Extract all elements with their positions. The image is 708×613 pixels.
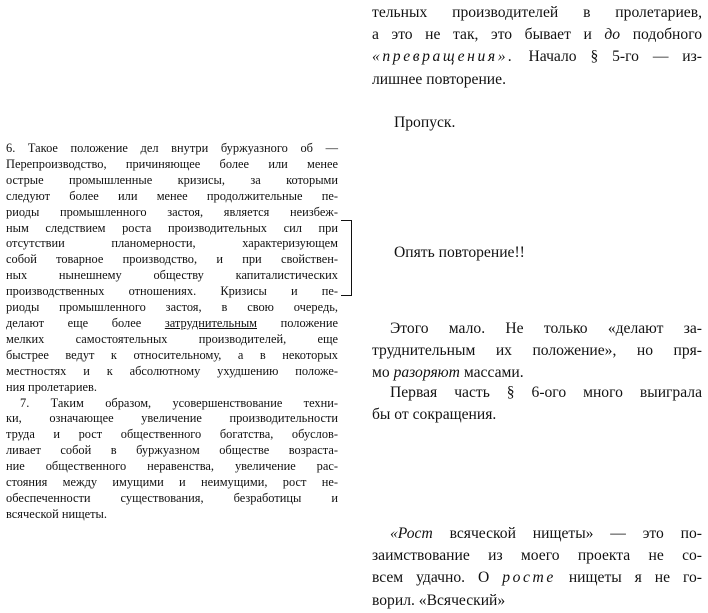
underlined-word: затруднительным <box>164 315 258 330</box>
text-line-with-underline <box>6 316 338 332</box>
text-line: местностях и к абсолютному ухудшению положе- <box>6 363 338 378</box>
text-line-with-italic <box>372 24 702 46</box>
text-line: лишнее повторение. <box>372 70 506 88</box>
text-line: всяческой нищеты. <box>6 506 107 521</box>
text-line: стояния между имущими и неимущими, рост не- <box>6 475 338 490</box>
text-line: следуют более или менее продолжительные пе- <box>6 188 338 203</box>
text-line: заимствование из моего проекта не со- <box>372 547 702 565</box>
text-line: ным следствием роста производительных сил при <box>6 220 338 235</box>
text-line: 7. Таким образом, усовершенствование техни- <box>20 395 338 410</box>
text-line: 6. Такое положение дел внутри буржуазного об — <box>6 141 338 155</box>
text-line: тельных производителей в пролетариев, <box>372 4 702 21</box>
text-fragment: мо <box>372 364 394 382</box>
text-line: труда и рост общественного богатства, обуслов- <box>6 427 338 442</box>
italic-word: «Рост <box>390 525 433 542</box>
text-line: ворил. «Всяческий» <box>372 591 506 609</box>
text-line: труднительным их положение», но пря- <box>372 342 702 360</box>
text-line-with-italic <box>372 523 702 545</box>
paragraph-7-body <box>6 411 338 522</box>
text-line: риоды промышленного застоя, является неизбеж- <box>6 204 338 219</box>
text-line: острые промышленные кризисы, за которыми <box>6 172 338 187</box>
text-line: Первая часть § 6-ого много выиграла <box>390 384 702 401</box>
note-skip: Пропуск. <box>394 114 456 131</box>
spaced-italic-word: росте <box>502 569 556 587</box>
text-line: мелких самостоятельных производителей, еще <box>6 331 338 346</box>
text-line: отсутствии планомерности, характеризующем <box>6 236 338 251</box>
text-line: Перепроизводство, причиняющее более или менее <box>6 156 338 171</box>
text-line: ние общественного неравенства, увеличение рас- <box>6 459 338 474</box>
note-repeat: Опять повторение!! <box>394 244 525 261</box>
text-fragment: массами. <box>459 364 524 382</box>
text-fragment: делают еще более <box>6 315 165 330</box>
commentary-para-c <box>372 523 702 612</box>
margin-bracket <box>341 220 352 296</box>
italic-word: до <box>604 26 621 44</box>
text-fragment: Начало § 5-го — из- <box>514 48 702 66</box>
paragraph-6 <box>6 141 338 396</box>
spaced-italic-word: «превращения». <box>372 48 515 66</box>
text-fragment: а это не так, это бывает и <box>372 26 605 44</box>
commentary-para-b <box>372 382 702 426</box>
commentary-top <box>372 2 702 91</box>
program-text-column <box>6 141 338 523</box>
text-line: ливает собой в буржуазном обществе возраста- <box>6 443 338 458</box>
text-line: Этого мало. Не только «делают за- <box>390 320 702 337</box>
paragraph-7 <box>6 396 338 412</box>
text-line: ния пролетариев. <box>6 379 97 394</box>
italic-word: разоряют <box>393 364 460 382</box>
text-line: собой товарное производство, и при свойствен- <box>6 252 338 267</box>
text-line: быстрее ведут к относительному, а в некоторых <box>6 347 338 362</box>
text-fragment: всем удачно. О <box>372 569 503 587</box>
text-line-with-italic <box>372 46 702 68</box>
text-line-with-italic <box>372 567 702 589</box>
text-line: производственных отношениях. Кризисы и пе- <box>6 284 338 299</box>
text-line: обеспеченности существования, безработицы и <box>6 490 338 505</box>
text-line: ных нынешнему обществу капиталистических <box>6 268 338 283</box>
text-line: бы от сокращения. <box>372 406 497 424</box>
text-fragment: нищеты я не го- <box>555 569 702 587</box>
text-fragment: всяческой нищеты» — это по- <box>432 525 702 542</box>
text-fragment: положение <box>257 315 338 330</box>
text-line: риоды промышленного застоя, в свою очередь, <box>6 300 338 315</box>
commentary-para-a <box>372 318 702 385</box>
text-fragment: подобного <box>620 26 702 44</box>
text-line: ки, означающее увеличение производительности <box>6 411 338 426</box>
